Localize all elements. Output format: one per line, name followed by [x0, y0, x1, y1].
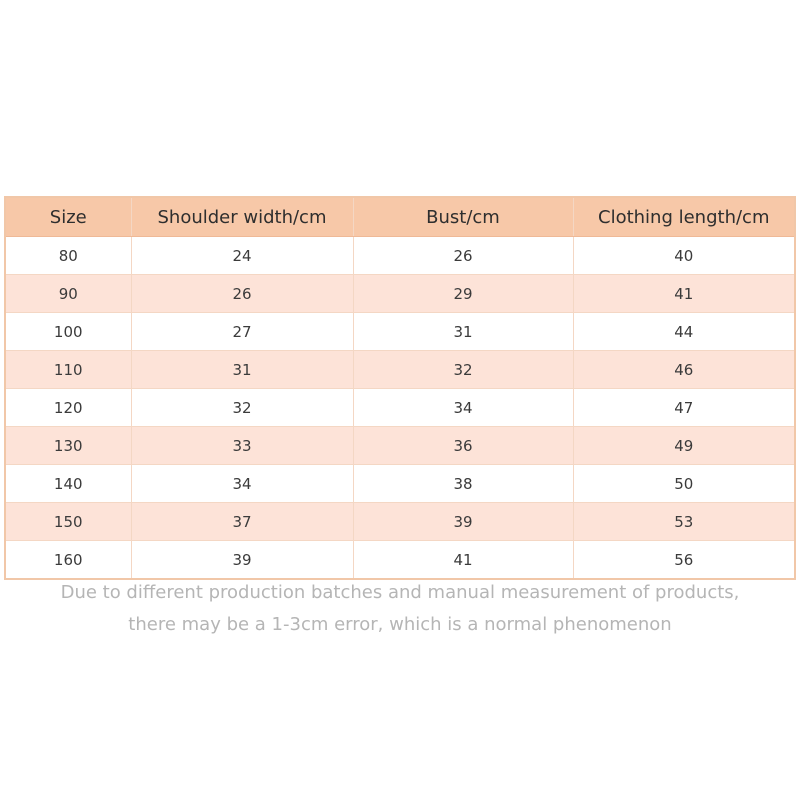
size-cell: 120 [5, 389, 131, 427]
measurement-disclaimer [0, 577, 800, 641]
table-row [5, 541, 795, 580]
bust-cell: 39 [353, 503, 573, 541]
clothing-length-cell: 47 [573, 389, 795, 427]
clothing-length-cell: 46 [573, 351, 795, 389]
clothing-length-cell: 41 [573, 275, 795, 313]
header-bust: Bust/cm [353, 197, 573, 237]
size-cell: 100 [5, 313, 131, 351]
size-cell: 90 [5, 275, 131, 313]
shoulder-width-cell: 39 [131, 541, 353, 580]
clothing-length-cell: 40 [573, 237, 795, 275]
table-row [5, 427, 795, 465]
bust-cell: 38 [353, 465, 573, 503]
shoulder-width-cell: 34 [131, 465, 353, 503]
header-clothing-length: Clothing length/cm [573, 197, 795, 237]
bust-cell: 32 [353, 351, 573, 389]
bust-cell: 26 [353, 237, 573, 275]
shoulder-width-cell: 27 [131, 313, 353, 351]
header-shoulder-width: Shoulder width/cm [131, 197, 353, 237]
table-row [5, 503, 795, 541]
disclaimer-line-2: there may be a 1-3cm error, which is a normal phenomenon [128, 614, 672, 635]
table-row [5, 389, 795, 427]
table-row [5, 237, 795, 275]
bust-cell: 31 [353, 313, 573, 351]
clothing-length-cell: 49 [573, 427, 795, 465]
size-cell: 130 [5, 427, 131, 465]
size-cell: 80 [5, 237, 131, 275]
size-cell: 150 [5, 503, 131, 541]
disclaimer-line-1: Due to different production batches and manual measurement of products, [60, 582, 740, 603]
table-row [5, 351, 795, 389]
clothing-length-cell: 56 [573, 541, 795, 580]
clothing-length-cell: 50 [573, 465, 795, 503]
bust-cell: 41 [353, 541, 573, 580]
shoulder-width-cell: 33 [131, 427, 353, 465]
bust-cell: 34 [353, 389, 573, 427]
size-chart-table [4, 196, 796, 580]
header-row [5, 197, 795, 237]
bust-cell: 36 [353, 427, 573, 465]
bust-cell: 29 [353, 275, 573, 313]
shoulder-width-cell: 31 [131, 351, 353, 389]
clothing-length-cell: 53 [573, 503, 795, 541]
shoulder-width-cell: 24 [131, 237, 353, 275]
size-cell: 160 [5, 541, 131, 580]
shoulder-width-cell: 32 [131, 389, 353, 427]
table-row [5, 465, 795, 503]
size-cell: 140 [5, 465, 131, 503]
header-size: Size [5, 197, 131, 237]
table-row [5, 275, 795, 313]
shoulder-width-cell: 26 [131, 275, 353, 313]
size-cell: 110 [5, 351, 131, 389]
shoulder-width-cell: 37 [131, 503, 353, 541]
clothing-length-cell: 44 [573, 313, 795, 351]
table-row [5, 313, 795, 351]
